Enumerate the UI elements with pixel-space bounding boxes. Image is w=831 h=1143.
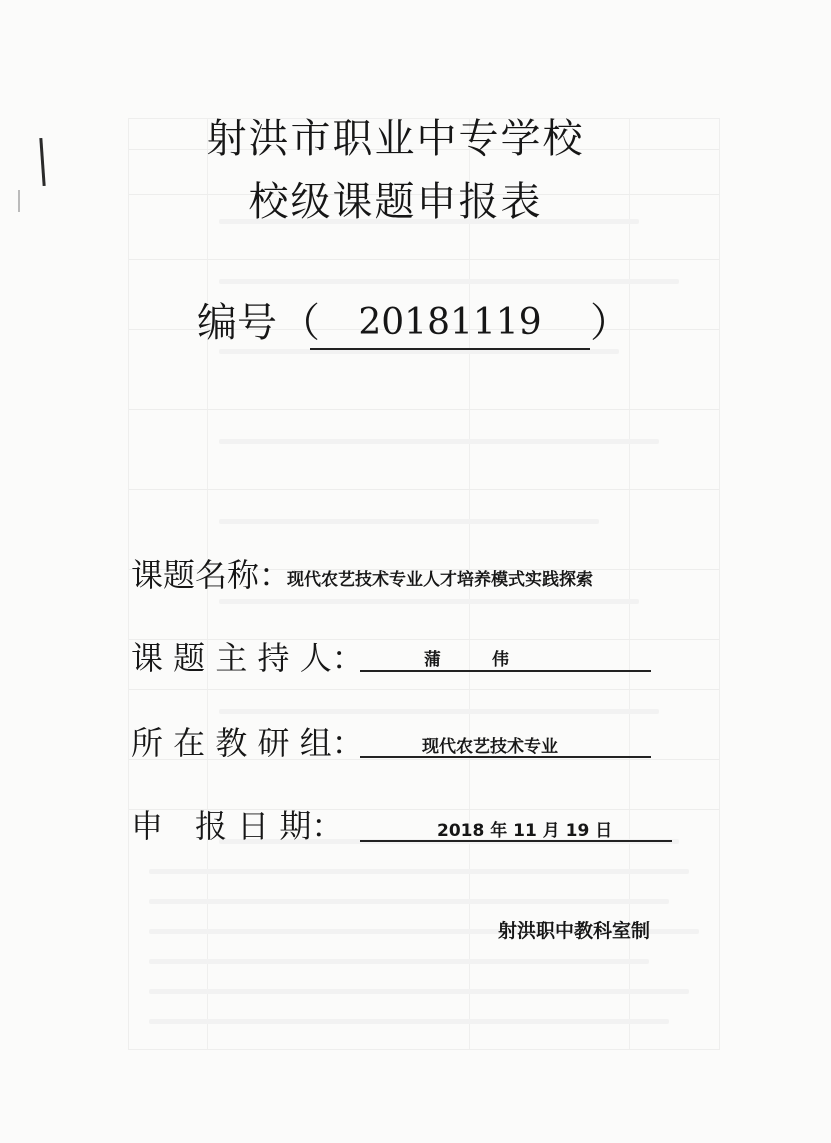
ghost-text-line — [149, 899, 669, 904]
research-group-label: 所 在 教 研 组： — [131, 724, 364, 762]
ghost-text-line — [219, 439, 659, 444]
ghost-text-line — [219, 279, 679, 284]
ghost-row-line — [129, 259, 719, 260]
ghost-text-line — [149, 989, 689, 994]
host-value: 蒲 伟 — [424, 650, 509, 670]
ghost-text-line — [149, 959, 649, 964]
serial-close-paren: ） — [590, 300, 630, 346]
serial-label: 编号 — [197, 300, 277, 346]
ghost-row-line — [129, 489, 719, 490]
topic-name-label: 课题名称： — [131, 556, 292, 594]
serial-open-paren: （ — [280, 300, 320, 346]
research-group-underline — [360, 756, 651, 758]
date-label: 申 报 日 期： — [131, 807, 344, 845]
date-underline — [360, 840, 672, 842]
ghost-text-line — [219, 599, 639, 604]
host-label: 课 题 主 持 人： — [131, 639, 364, 677]
research-group-value: 现代农艺技术专业 — [422, 737, 558, 757]
topic-name-value: 现代农艺技术专业人才培养模式实践探索 — [287, 570, 593, 590]
form-title: 校级课题申报表 — [248, 179, 543, 225]
ghost-text-line — [219, 709, 659, 714]
issuer-footer: 射洪职中教科室制 — [498, 920, 651, 942]
ghost-text-line — [149, 869, 689, 874]
date-value: 2018 年 11 月 19 日 — [437, 821, 613, 841]
ghost-text-line — [219, 519, 599, 524]
host-underline — [360, 670, 651, 672]
ghost-row-line — [129, 689, 719, 690]
ghost-row-line — [129, 409, 719, 410]
school-name-title: 射洪市职业中专学校 — [206, 116, 585, 162]
ghost-text-line — [149, 1019, 669, 1024]
serial-value: 20181119 — [310, 298, 590, 350]
